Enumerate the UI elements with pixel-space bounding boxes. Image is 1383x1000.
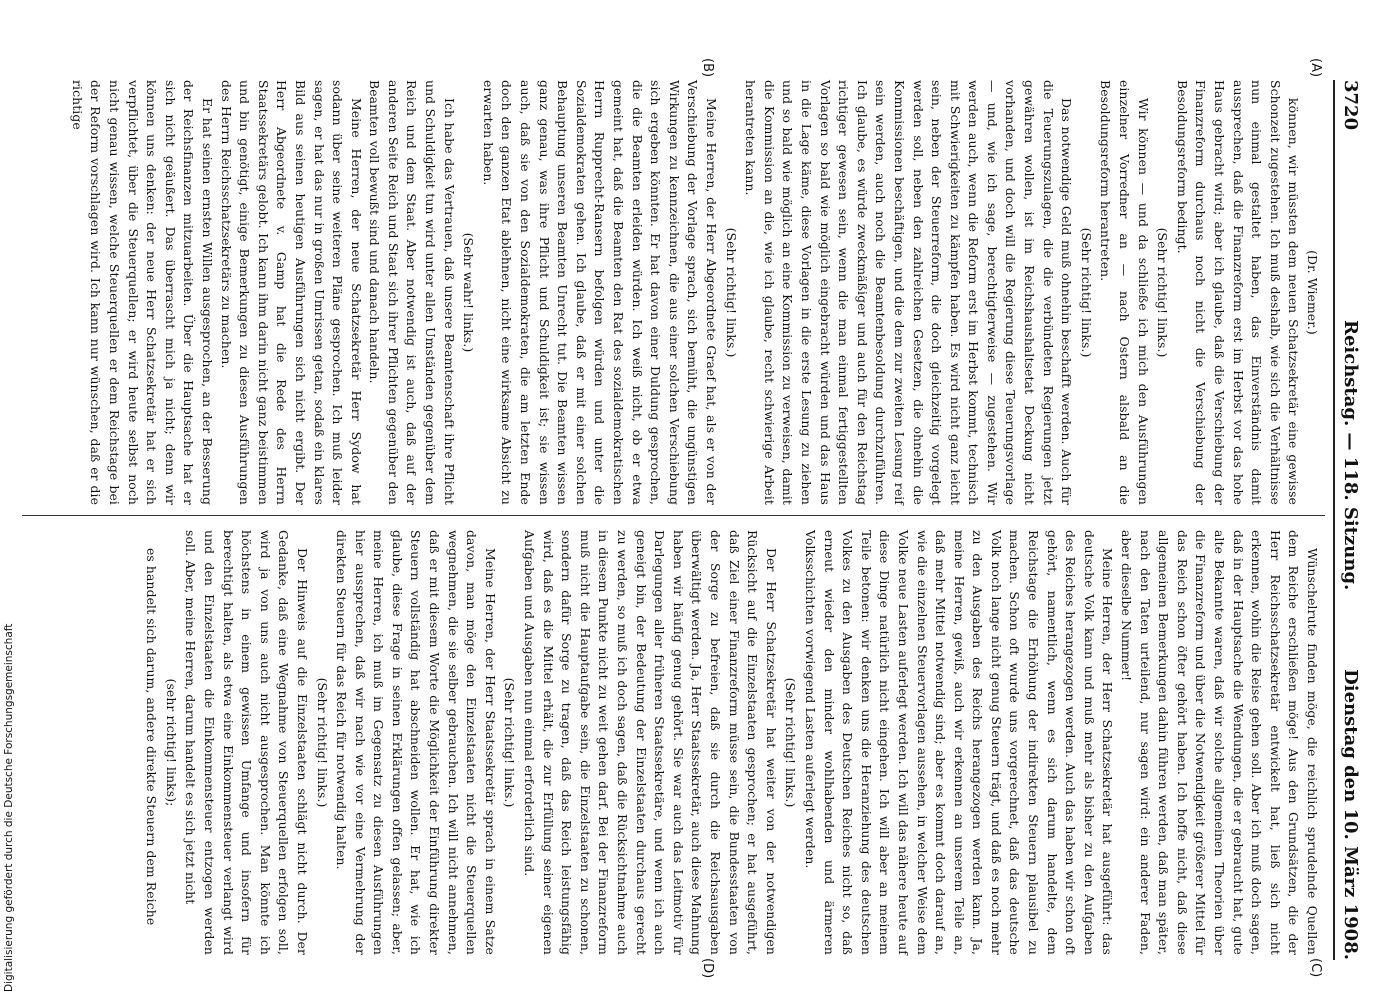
page-number: 3720 bbox=[1340, 80, 1361, 131]
interjection: (Sehr richtig! links.) bbox=[314, 677, 330, 808]
paragraph: Meine Herren, der Herr Staatssekretär sprach in einem Satze davon, man möge den Einzelstaaten nicht die Steuerquellen wegnehmen, die sie selber gebrauchen. Ich will nicht annehmen, daß er mit diesem Worte die Möglichkeit der Einführung direkter Steuern vollständig hat abschneiden wollen. Er hat, wie ich glaube, diese Frage in seinen Erklärungen offen gelassen; aber, meine Herren, ich muß im Gegensatz zu diesen Ausführungen hier aussprechen, daß wir nach wie vor eine Vermehrung der direkten Steuern für das Reich für notwendig halten. bbox=[334, 530, 498, 955]
left-column bbox=[67, 80, 1321, 505]
margin-mark-b: (B) bbox=[700, 58, 715, 78]
interjection: (Sehr richtig! links.) bbox=[1155, 227, 1171, 358]
interjection: (Sehr richtig! links.) bbox=[783, 677, 799, 808]
paragraph: Meine Herren, der Herr Abgeordnete Graef hat, als er von der Verschiebung der Vorlage sprach, sich bemüht, die ungünstigen Wirkungen zu kennzeichnen, die aus einer solchen Verschiebung sich ergeben könnten. Er hat davon einer Duldung gesprochen, die die Beamten erleiden würden. Ich weiß nicht, ob er etwa gemeint hat, daß die Beamten den Rat des sozialdemokratischen Herrn Rupprecht-Ransern befolgen würden und unter die Sozialdemokraten gehen. Ich glaube, daß er mit einer solchen Behauptung unseren Beamten Unrecht tut. Die Beamten wissen ganz genau, was ihre Pflicht und Schuldigkeit ist; sie wissen auch, daß sie von den Sozialdemokraten, die am letzten Ende doch den ganzen Etat ablehnen, nicht eine wirksame Absicht zu erwarten haben. bbox=[480, 80, 719, 505]
right-column bbox=[142, 530, 1321, 955]
header-rule bbox=[1333, 80, 1335, 960]
paragraph: Wünschelrute finden möge, die reichlich sprudelnde Quellen dem Reiche erschließen möge! Aus den Grundsätzen, die der Herr Reichsschatzsekretär entwickelt hat, ließ sich nicht erkennen, wohin die Reise gehen soll. Aber ich muß doch sagen, daß in der Hauptsache die Wendungen, die er gebraucht hat, gute alte Bekannte waren, daß wir solche allgemeinen Theorien über die Finanzreform und über die Notwendigkeit größerer Mittel für das Reich schon öfter gehört haben. Ich hoffe nicht, daß diese allgemeinen Bemerkungen dahin führen werden, daß man später, nach den Taten urteilend, nur sagen wird: ein anderer Faden, aber dieselbe Nummer! bbox=[1119, 530, 1320, 955]
speaker-name: (Dr. Wiemer.) bbox=[1305, 250, 1320, 335]
interjection: (Sehr wahr! links.) bbox=[461, 232, 477, 353]
column-divider bbox=[20, 515, 1325, 516]
page-header bbox=[1335, 80, 1375, 960]
paragraph: Ich habe das Vertrauen, daß unsere Beamtenschaft ihre Pflicht und Schuldigkeit tun wird unter allen Umständen gegenüber dem Reich und dem Staat. Aber notwendig ist auch, daß auf der anderen Seite Reich und Staat sich ihrer Pflichten gegenüber den Beamten voll bewußt sind und danach handeln. bbox=[367, 80, 457, 505]
interjection: (Sehr richtig! links.) bbox=[502, 677, 518, 808]
margin-mark-a: (A) bbox=[1308, 58, 1323, 78]
interjection: (Sehr richtig! links.) bbox=[1078, 227, 1094, 358]
margin-mark-c: (C) bbox=[1308, 958, 1323, 978]
interjection: (Sehr richtig! links.) bbox=[723, 227, 739, 358]
paragraph: Das notwendige Geld muß ohnehin beschafft werden. Auch für die Teuerungszulagen, die die verbündeten Regierungen jetzt gewähren wollen, ist im Reichshaushaltsetat Deckung nicht vorhanden, und doch will die Regierung diese Teuerungsvorlage — und, wie ich sage, berechtigterweise — zugestehen. Wir werden auch, wenn die Reform erst im Herbst kommt, technisch mit Schwierigkeiten zu kämpfen haben. Es wird nicht ganz leicht sein, neben der Steuerreform, die doch gleichzeitig vorgelegt werden soll, neben den zahlreichen Gesetzen, die ohnehin die Kommissionen beschäftigen, und die dem zur zweiten Lesung reif sein werden, auch noch die Beamtenbesoldung durchzuführen. Ich glaube, es würde zweckmäßiger und auch für den Reichstag richtiger gewesen sein, wenn die man einmal fertiggestellten Vorlagen so bald wie möglich eingebracht würden und das Haus in die Lage käme, diese Vorlagen in die erste Lesung zu ziehen und so bald wie möglich an eine Kommission zu verweisen, damit die Kommission an die, wie ich glaube, recht schwierige Arbeit herantreten kann. bbox=[743, 80, 1075, 505]
credit-strip bbox=[0, 0, 22, 1000]
paragraph: Der Hinweis auf die Einzelstaaten schlägt nicht durch. Der Gedanke, daß eine Wegnahme von Steuerquellen erfolgen soll, wird ja von uns auch nicht ausgesprochen. Man könnte ich höchstens in einem gewissen Umfange und insofern für berechtigt halten, als etwa eine Einkommensteuer verlangt wird und den Einzelstaaten die Einkommensteuer entzogen werden soll. Aber, meine Herren, darum handelt es sich jetzt nicht bbox=[183, 530, 310, 955]
paragraph: Meine Herren, der neue Schatzsekretär Herr Sydow hat sodann über seine weiteren Pläne gesprochen. Ich muß leider sagen, er hat das nur in großen Umrissen getan, sodaß ein klares Bild aus seinen heutigen Ausführungen sich nicht ergibt. Der Herr Abgeordnete v. Gamp hat die Rede des Herrn Staatssekretärs gelobt. Ich kann ihm darin nicht ganz beistimmen und bin genötigt, einige Bemerkungen zu diesen Ausführungen des Herrn Reichsschatzsekretärs zu machen. bbox=[218, 80, 364, 505]
paragraph: Meine Herren, der Herr Schatzsekretär hat ausgeführt: das deutsche Volk kann und muß mehr als bisher zu den Aufgaben des Reiches herangezogen werden. Auch das haben wir schon oft gehört, namentlich, wenn es sich darum handelte, dem Reichstage die Erhöhung der indirekten Steuern plausibel zu machen. Schon oft wurde uns vorgerechnet, daß das deutsche Volk noch lange nicht genug Steuern trägt, und daß es noch mehr zu den Ausgaben des Reichs herangezogen werden kann. Ja, meine Herren, gewiß, auch wir erkennen an unserem Teile an, daß mehr Mittel notwendig sind; aber es kommt doch darauf an, wie die einzelnen Steuervorlagen aussehen, in welcher Weise dem Volke neue Lasten auferlegt werden. Ich will das nähere heute auf diese Dinge natürlich nicht eingehen. Ich will aber an meinem Teile betonen: wir denken uns die Heranziehung des deutschen Volkes zu den Ausgaben des Deutschen Reiches nicht so, daß erneut wieder den minder wohlhabenden und ärmeren Volksschichten vorwiegend Lasten auferlegt werden. bbox=[802, 530, 1116, 955]
paragraph: Er hat seinen ernsten Willen ausgesprochen, an der Besserung der Reichsfinanzen mitzuarbeiten. Über die Hauptsache hat er sich nicht geäußert. Das überrascht mich ja nicht; denn wir können uns denken: der neue Herr Schatzsekretär hat er sich verpflichtet, über die Steuerquellen; er wird heute selbst noch nicht genau wissen, welche Steuerquellen er dem Reichstage bei der Reform vorschlagen wird. Ich kann nur wünschen, daß er die richtige bbox=[69, 80, 215, 505]
paragraph: Wir können — und da schließe ich mich den Ausführungen einzelner Vorredner an — nach Ostern alsbald an die Besoldungsreform herantreten. bbox=[1098, 80, 1151, 505]
session-date: Dienstag den 10. März 1908. bbox=[1340, 669, 1361, 960]
interjection: (sehr richtig! links); bbox=[163, 678, 179, 807]
session-title: Reichstag. — 118. Sitzung. bbox=[1340, 320, 1361, 591]
paragraph: können, wir müssten dem neuen Schatzsekretär eine gewisse Schonzeit zugestehen. Ich muß deshalb, wie sich die Verhältnisse nun einmal gestaltet haben, das Einverständnis damit aussprechen, daß die Finanzreform erst im Herbst vor das hohe Haus gebracht wird; aber ich glaube, daß die Verschiebung der Finanzreform durchaus noch nicht die Verschiebung der Besoldungsreform bedingt. bbox=[1174, 80, 1302, 505]
paragraph: Der Herr Schatzsekretär hat weiter von der notwendigen Rücksicht auf die Einzelstaaten gesprochen; er hat ausgeführt, daß Ziel einer Finanzreform müsse sein, die Bundesstaaten von der Sorge zu befreien, daß sie durch die Reichsausgaben überwältigt werden. Ja, Herr Staatssekretär, auch diese Mahnung haben wir häufig genug gehört. Sie war auch das Leitmotiv für Darlegungen aller früheren Staatssekretäre, und wenn ich auch geneigt bin, der Bedeutung der Einzelstaaten durchaus gerecht zu werden, so muß ich doch sagen, daß die Rücksichtnahme auch in diesem Punkte nicht zu weit gehen darf. Bei der Finanzreform muß nicht die Hauptaufgabe sein, die Einzelstaaten zu schonen, sondern dafür Sorge zu tragen, daß das Reich leistungsfähig wird, daß es die Mittel erhält, die zur Erfüllung seiner eigenen Aufgaben und Ausgaben nun einmal erforderlich sind. bbox=[522, 530, 779, 955]
dfg-credit-text: Digitalisierung gefördert durch die Deutsche Forschungsgemeinschaft bbox=[3, 623, 15, 992]
paragraph: es handelt sich darum, andere direkte Steuern dem Reiche bbox=[144, 548, 160, 926]
margin-mark-d: (D) bbox=[700, 958, 715, 979]
